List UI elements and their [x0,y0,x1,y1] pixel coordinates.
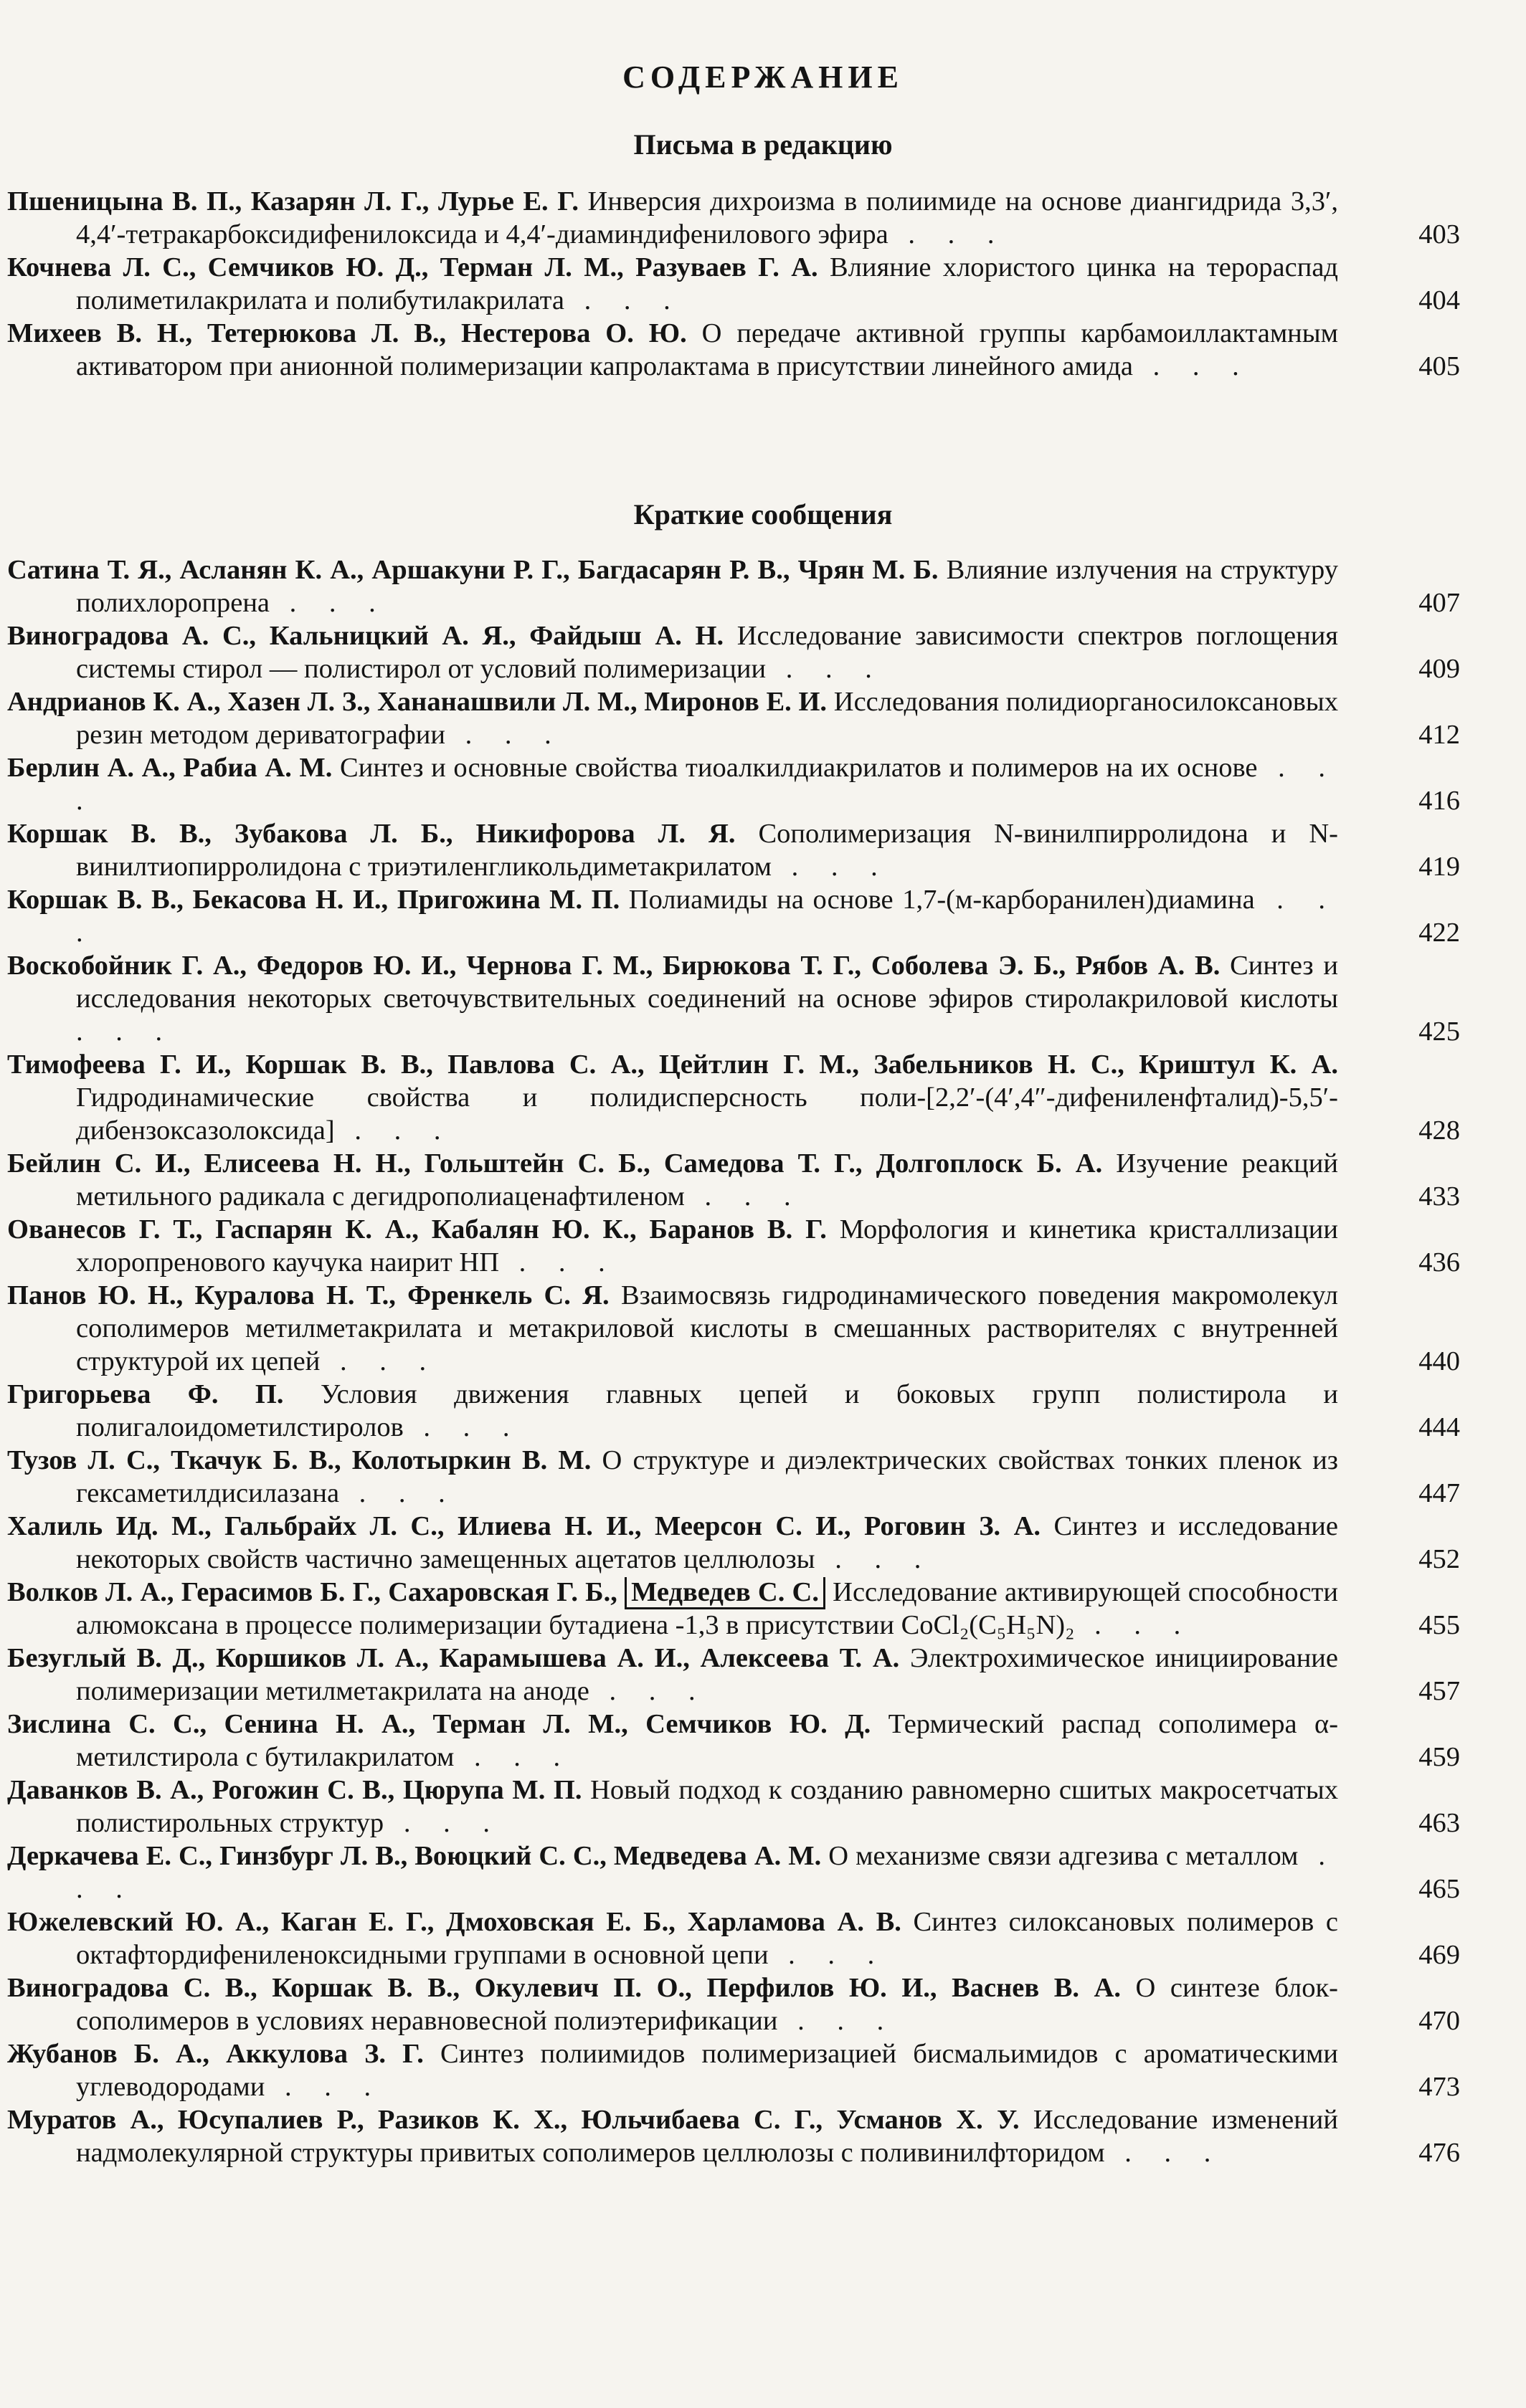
leader-dots: . . . [777,2006,897,2036]
toc-entry [7,1048,1460,1147]
toc-entry [7,1279,1460,1378]
toc-entry [7,883,1460,949]
leader-dots: . . . [772,852,891,882]
entry-page-number: 470 [1418,2006,1460,2036]
leader-dots: . . . [320,1346,440,1376]
entry-authors: Бейлин С. И., Елисеева Н. Н., Гольштейн С. Б., Самедова Т. Г., Долгоплоск Б. А. [7,1148,1103,1179]
leader-dots: . . . [589,1676,708,1706]
entry-title: О передаче активной группы карбамоиллактамным активатором при анионной полимеризации капролактама в присутствии линейного амида [76,318,1339,381]
entry-page-number: 476 [1418,2138,1460,2168]
entry-authors: Волков Л. А., Герасимов Б. Г., Сахаровская Г. Б., [7,1577,617,1607]
entry-authors: Коршак В. В., Зубакова Л. Б., Никифорова Л. Я. [7,819,736,849]
entry-author-boxed: Медведев С. С. [625,1577,825,1609]
entry-title: Синтез и основные свойства тиоалкилдиакрилатов и полимеров на их основе [340,753,1258,783]
entry-authors: Южелевский Ю. А., Каган Е. Г., Дмоховская Е. Б., Харламова А. В. [7,1907,901,1937]
toc-entry [7,317,1460,383]
leader-dots: . . . [384,1808,503,1838]
leader-dots: . . . [454,1742,574,1772]
entry-title: Синтез полиимидов полимеризацией бисмальимидов с ароматическими углеводородами [76,2039,1339,2102]
entry-authors: Сатина Т. Я., Асланян К. А., Аршакуни Р. Г., Багдасарян Р. В., Чрян М. Б. [7,555,939,585]
leader-dots: . . . [1104,2138,1224,2168]
entry-authors: Пшеницына В. П., Казарян Л. Г., Лурье Е. Г. [7,186,579,216]
entry-title: Инверсия дихроизма в полиимиде на основе диангидрида 3,3′, 4,4′-тетракарбоксидифенилоксида и 4,4′-диаминдифенилового эфира [76,186,1338,249]
entry-authors: Панов Ю. Н., Куралова Н. Т., Френкель С. Я. [7,1280,610,1310]
leader-dots: . . . [265,2072,384,2102]
entry-title: Исследования полидиорганосилоксановых резин методом дериватографии [76,687,1339,750]
toc-entry [7,2103,1460,2169]
entry-page-number: 452 [1418,1544,1460,1574]
leader-dots: . . . [1074,1610,1194,1640]
entry-page-number: 436 [1418,1247,1460,1277]
toc-entry [7,751,1460,817]
leader-dots: . . . [270,588,389,618]
entry-authors: Жубанов Б. А., Аккулова З. Г. [7,2039,424,2069]
entry-title: О структуре и диэлектрических свойствах тонких пленок из гексаметилдисилазана [76,1445,1339,1508]
entry-title: Электрохимическое инициирование полимеризации метилметакрилата на аноде [76,1643,1338,1706]
entry-authors: Виноградова С. В., Коршак В. В., Окулевич П. О., Перфилов Ю. И., Васнев В. А. [7,1973,1121,2003]
entry-page-number: 433 [1418,1181,1460,1212]
entry-title: Синтез силоксановых полимеров с октафтордифениленоксидными группами в основной цепи [76,1907,1338,1970]
entry-title: Новый подход к созданию равномерно сшитых макросетчатых полистирольных структур [76,1775,1339,1838]
entry-title: Гидродинамические свойства и полидисперсность поли-[2,2′-(4′,4″-дифениленфталид)-5,5′-дибензоксазолоксида] [76,1082,1338,1146]
toc-entry [7,1213,1460,1279]
toc-entry [7,1378,1460,1444]
entry-page-number: 465 [1418,1874,1460,1904]
entry-page-number: 416 [1418,786,1460,816]
toc-entry [7,1642,1460,1708]
entry-title: Сополимеризация N-винилпирролидона и N-винилтиопирролидона с триэтиленгликольдиметакрилатом [76,819,1338,882]
entry-page-number: 447 [1418,1478,1460,1508]
entry-page-number: 425 [1418,1017,1460,1047]
entry-title: Исследование изменений надмолекулярной структуры привитых сополимеров целлюлозы с поливинилфторидом [76,2105,1338,2168]
entry-title: Влияние хлористого цинка на терораспад полиметилакрилата и полибутилакрилата [76,252,1339,315]
section-heading-short-reports: Краткие сообщения [633,498,893,530]
toc-entry [7,251,1460,317]
toc-entry [7,1774,1460,1840]
entry-page-number: 407 [1418,588,1460,618]
entry-authors: Воскобойник Г. А., Федоров Ю. И., Чернова Г. М., Бирюкова Т. Г., Соболева Э. Б., Рябов А. В. [7,951,1221,981]
toc-entry [7,619,1460,685]
entry-title: Изучение реакций метильного радикала с дегидрополиаценафтиленом [76,1148,1338,1212]
entry-authors: Григорьева Ф. П. [7,1379,284,1409]
entry-page-number: 473 [1418,2072,1460,2102]
entry-authors: Безуглый В. Д., Коршиков Л. А., Карамышева А. И., Алексеева Т. А. [7,1643,900,1673]
entry-authors: Коршак В. В., Бекасова Н. И., Пригожина М. П. [7,885,620,915]
entry-page-number: 412 [1418,720,1460,750]
entry-authors: Виноградова А. С., Кальницкий А. Я., Файдыш А. Н. [7,621,724,651]
leader-dots: . . . [684,1181,804,1212]
entry-page-number: 444 [1418,1412,1460,1442]
toc-entry [7,553,1460,619]
leader-dots: . . . [76,753,1338,816]
entry-title: Термический распад сополимера α-метилстирола с бутилакрилатом [76,1709,1339,1772]
entry-title: Полиамиды на основе 1,7-(м-карборанилен)диамина [628,885,1255,915]
entry-page-number: 440 [1418,1346,1460,1376]
leader-dots: . . . [888,219,1008,249]
entry-authors: Деркачева Е. С., Гинзбург Л. В., Воюцкий С. С., Медведева А. М. [7,1841,822,1871]
entry-page-number: 428 [1418,1115,1460,1146]
toc-entry [7,1147,1460,1213]
entry-authors: Тимофеева Г. И., Коршак В. В., Павлова С. А., Цейтлин Г. М., Забельников Н. С., Криштул К. А. [7,1050,1338,1080]
toc-entry [7,185,1460,251]
entry-title: Исследование зависимости спектров поглощения системы стирол — полистирол от условий полимеризации [76,621,1339,684]
entry-list-short-reports [7,553,1460,2169]
toc-entry [7,949,1460,1048]
entry-page-number: 422 [1418,918,1460,948]
toc-entry [7,1576,1460,1642]
entry-page-number: 455 [1418,1610,1460,1640]
toc-entry [7,1971,1460,2037]
toc-entry [7,685,1460,751]
leader-dots: . . . [815,1544,934,1574]
toc-entry [7,1840,1460,1905]
leader-dots: . . . [1133,351,1252,381]
leader-dots: . . . [499,1247,618,1277]
entry-list-letters [7,185,1460,383]
entry-authors: Муратов А., Юсупалиев Р., Разиков К. Х., Юльчибаева С. Г., Усманов Х. У. [7,2105,1020,2135]
entry-title: Условия движения главных цепей и боковых групп полистирола и полигалоидометилстиролов [76,1379,1338,1442]
entry-authors: Андрианов К. А., Хазен Л. З., Хананашвили Л. М., Миронов Е. И. [7,687,828,717]
leader-dots: . . . [768,1940,888,1970]
entry-page-number: 457 [1418,1676,1460,1706]
entry-title: Взаимосвязь гидродинамического поведения макромолекул сополимеров метилметакрилата и метакриловой кислоты в смешанных растворителях с внутренней структурой их цепей [76,1280,1338,1376]
toc-entry [7,1510,1460,1576]
leader-dots: . . . [76,1841,1338,1904]
section-heading-letters: Письма в редакцию [633,128,893,161]
leader-dots: . . . [564,285,683,315]
leader-dots: . . . [766,654,885,684]
entry-page-number: 404 [1418,285,1460,315]
toc-entry [7,1708,1460,1774]
entry-authors: Ованесов Г. Т., Гаспарян К. А., Кабалян Ю. К., Баранов В. Г. [7,1214,827,1245]
leader-dots: . . . [339,1478,458,1508]
entry-page-number: 403 [1418,219,1460,249]
entry-authors: Халиль Ид. М., Гальбрайх Л. С., Илиева Н. И., Меерсон С. И., Роговин З. А. [7,1511,1041,1541]
entry-title: Синтез и исследования некоторых светочувствительных соединений на основе эфиров стиролакриловой кислоты [76,951,1338,1014]
leader-dots: . . . [334,1115,454,1146]
leader-dots: . . . [76,1017,176,1047]
entry-authors: Даванков В. А., Рогожин С. В., Цюрупа М. П. [7,1775,582,1805]
entry-page-number: 419 [1418,852,1460,882]
entry-page-number: 459 [1418,1742,1460,1772]
entry-title: Морфология и кинетика кристаллизации хлоропренового каучука наирит НП [76,1214,1338,1277]
entry-authors: Зислина С. С., Сенина Н. А., Терман Л. М., Семчиков Ю. Д. [7,1709,871,1739]
entry-page-number: 409 [1418,654,1460,684]
entry-title: О механизме связи адгезива с металлом [828,1841,1299,1871]
entry-authors: Михеев В. Н., Тетерюкова Л. В., Нестерова О. Ю. [7,318,687,348]
entry-authors: Берлин А. А., Рабиа А. М. [7,753,333,783]
entry-authors: Тузов Л. С., Ткачук Б. В., Колотыркин В. М. [7,1445,592,1475]
toc-entry [7,1905,1460,1971]
entry-title: Исследование активирующей способности алюмоксана в процессе полимеризации бутадиена -1,3 в присутствии CoCl₂(C₅H₅N)₂ [76,1577,1338,1640]
entry-authors: Кочнева Л. С., Семчиков Ю. Д., Терман Л. М., Разуваев Г. А. [7,252,818,282]
entry-title: Синтез и исследование некоторых свойств частично замещенных ацетатов целлюлозы [76,1511,1338,1574]
toc-entry [7,1444,1460,1510]
page-title: СОДЕРЖАНИЕ [622,60,904,95]
leader-dots: . . . [445,720,564,750]
entry-page-number: 469 [1418,1940,1460,1970]
entry-page-number: 463 [1418,1808,1460,1838]
toc-entry [7,2037,1460,2103]
toc-entry [7,817,1460,883]
entry-title: О синтезе блок-сополимеров в условиях неравновесной полиэтерификации [76,1973,1338,2036]
leader-dots: . . . [403,1412,523,1442]
entry-title: Влияние излучения на структуру полихлоропрена [76,555,1339,618]
entry-page-number: 405 [1418,351,1460,381]
leader-dots: . . . [76,885,1339,948]
